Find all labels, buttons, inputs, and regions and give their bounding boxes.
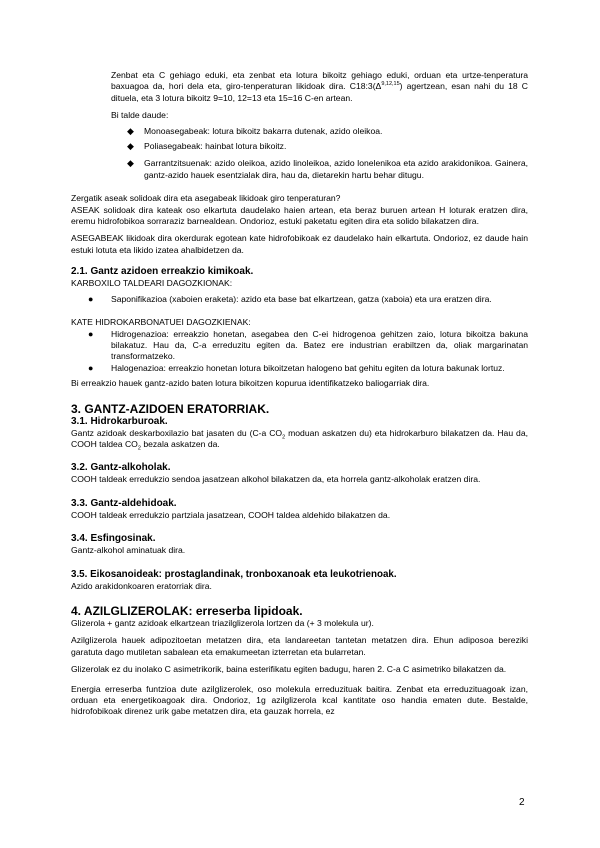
paragraph-4-2: Azilglizerola hauek adipozitoetan metatzen dira, eta landareetan tantetan metatzen dira. Ehun adiposoa bereziki garatuta dago mutiletan sabalean eta emakumeetan izterretan eta bularretan. <box>71 635 528 657</box>
heading-2-1: 2.1. Gantz azidoen erreakzio kimikoak. <box>71 266 254 278</box>
karboxilo-list <box>71 294 528 305</box>
diamond-bullet-icon: ◆ <box>127 125 134 136</box>
paragraph-4-4: Energia erreserba funtzioa dute azilglizerolek, oso molekula erreduzituak baitira. Zenbat eta erreduzituagoak izan, orduan eta energetikoagoak dira. Ondorioz, 1g azilglizerola kcal kantitate oso handia ematen dute. Bestalde, hidrofobikoak direnez urik gabe metatzen dira, eta gauzak horrela, ez <box>71 683 528 717</box>
list-item: ◆ Poliasegabeak: hainbat lotura bikoitz. <box>127 141 287 152</box>
intro-paragraph <box>111 70 528 104</box>
heading-3: 3. GANTZ-AZIDOEN ERATORRIAK. <box>71 401 270 416</box>
groups-list <box>71 126 528 182</box>
paragraph-3-1: Gantz azidoak deskarboxilazio bat jasaten du (C-a $CO_2$ moduan askatzen du) eta hidrokarburo bilakatzen da. Hau da, COOH taldea $CO_2$ bezala askatzen da. <box>71 427 528 452</box>
heading-3-1: 3.1. Hidrokarburoak. <box>71 415 168 427</box>
hidro-title: KATE HIDROKARBONATUEI DAGOZKIENAK: <box>71 317 251 328</box>
paragraph-3-2: COOH taldeak erredukzio sendoa jasatzean alkohol bilakatzen da, eta horrela gantz-alkoholak eratzen dira. <box>71 474 481 485</box>
karboxilo-title: KARBOXILO TALDEARI DAGOZKIONAK: <box>71 278 233 289</box>
list-item: ● Halogenazioa: erreakzio honetan lotura bikoitzetan halogeno bat gehitu egiten da lotura bakunak lortuz. <box>88 362 505 373</box>
intro-superscript: 9,12,15 <box>381 81 400 88</box>
bi-talde-text: Bi talde daude: <box>111 110 169 121</box>
heading-3-4: 3.4. Esfingosinak. <box>71 533 156 545</box>
subscript: 2 <box>282 434 286 441</box>
heading-3-5: 3.5. Eikosanoideak: prostaglandinak, tronboxanoak eta leukotrienoak. <box>71 568 397 580</box>
paragraph-4-1: Glizerola + gantz azidoak elkartzean triazilglizerola lortzen da (+ 3 molekula ur). <box>71 617 374 628</box>
paragraph-3-3: COOH taldeak erredukzio partziala jasatzean, COOH taldea aldehido bilakatzen da. <box>71 509 391 520</box>
question-text: Zergatik aseak solidoak dira eta asegabeak likidoak giro tenperaturan? <box>71 193 341 204</box>
intro-text-1: Zenbat eta C gehiago eduki, eta zenbat eta lotura bikoitz gehiago eduki, orduan eta urtze-tenperatura baxuagoa da, hori dela eta, giro-tenperaturan likidoak dira. C18:3(Δ <box>111 70 528 92</box>
heading-4: 4. AZILGLIZEROLAK: erreserba lipidoak. <box>71 603 303 618</box>
page-content <box>71 70 528 718</box>
paragraph-3-5: Azido arakidonkoaren eratorriak dira. <box>71 580 212 591</box>
subscript: 2 <box>137 445 141 452</box>
page-number: 2 <box>519 797 525 808</box>
list-item: ● Saponifikazioa (xaboien eraketa): azido eta base bat elkartzean, gatza (xaboia) eta ura eratzen dira. <box>88 293 492 304</box>
dot-bullet-icon: ● <box>88 362 94 373</box>
heading-3-3: 3.3. Gantz-aldehidoak. <box>71 497 177 509</box>
paragraph-3-4: Gantz-alkohol aminatuak dira. <box>71 545 186 556</box>
list-item: ● Hidrogenazioa: erreakzio honetan, asegabea den C-ei hidrogenoa gehitzen zaio, lotura bikoitza bakuna bilakatuz. Hau da, C-a erreduzitu egiten da. Batez ere industrian erabiltzen da, oliak margarinatan transformatzeko. <box>88 328 528 362</box>
heading-3-2: 3.2. Gantz-alkoholak. <box>71 462 171 474</box>
intro-text-2: ) agertzean, esan nahi du 18 C dituela, eta 3 lotura bikoitz 9=10, 12=13 eta 15=16 C-en artean. <box>111 81 528 103</box>
paragraph-4-3: Glizerolak ez du inolako C asimetrikorik, baina esterifikatu egiten badugu, haren 2. C-a C asimetriko bilakatzen da. <box>71 664 507 675</box>
bi-erreakzio-text: Bi erreakzio hauek gantz-azido baten lotura bikoitzen kopurua identifikatzeko baliogarriak dira. <box>71 378 430 389</box>
dot-bullet-icon: ● <box>88 293 94 304</box>
hidro-list <box>71 329 528 375</box>
aseak-paragraph: ASEAK solidoak dira kateak oso elkartuta daudelako haien artean, eta beraz buruen artean H loturak eratzen dira, eremu hidrofobikoa sorraraziz barnealdean. Ondorioz, estuki paketatu egiten dira eta solido bilakatzen dira. <box>71 204 528 227</box>
asegabeak-paragraph: ASEGABEAK likidoak dira okerdurak egotean kate hidrofobikoak ez daudelako hain elkartuta. Ondorioz, ez daude hain estuki lotuta eta likido izatea ahalbidetzen da. <box>71 233 528 255</box>
list-item: ◆ Garrantzitsuenak: azido oleikoa, azido linoleikoa, azido lonelenikoa eta azido arakidonikoa. Gainera, gantz-azido hauek esentzialak dira, hau da, dietarekin hartu behar ditugu. <box>127 158 528 180</box>
dot-bullet-icon: ● <box>88 328 94 339</box>
list-item: ◆ Monoasegabeak: lotura bikoitz bakarra dutenak, azido oleikoa. <box>127 125 383 136</box>
diamond-bullet-icon: ◆ <box>127 158 134 169</box>
diamond-bullet-icon: ◆ <box>127 141 134 152</box>
